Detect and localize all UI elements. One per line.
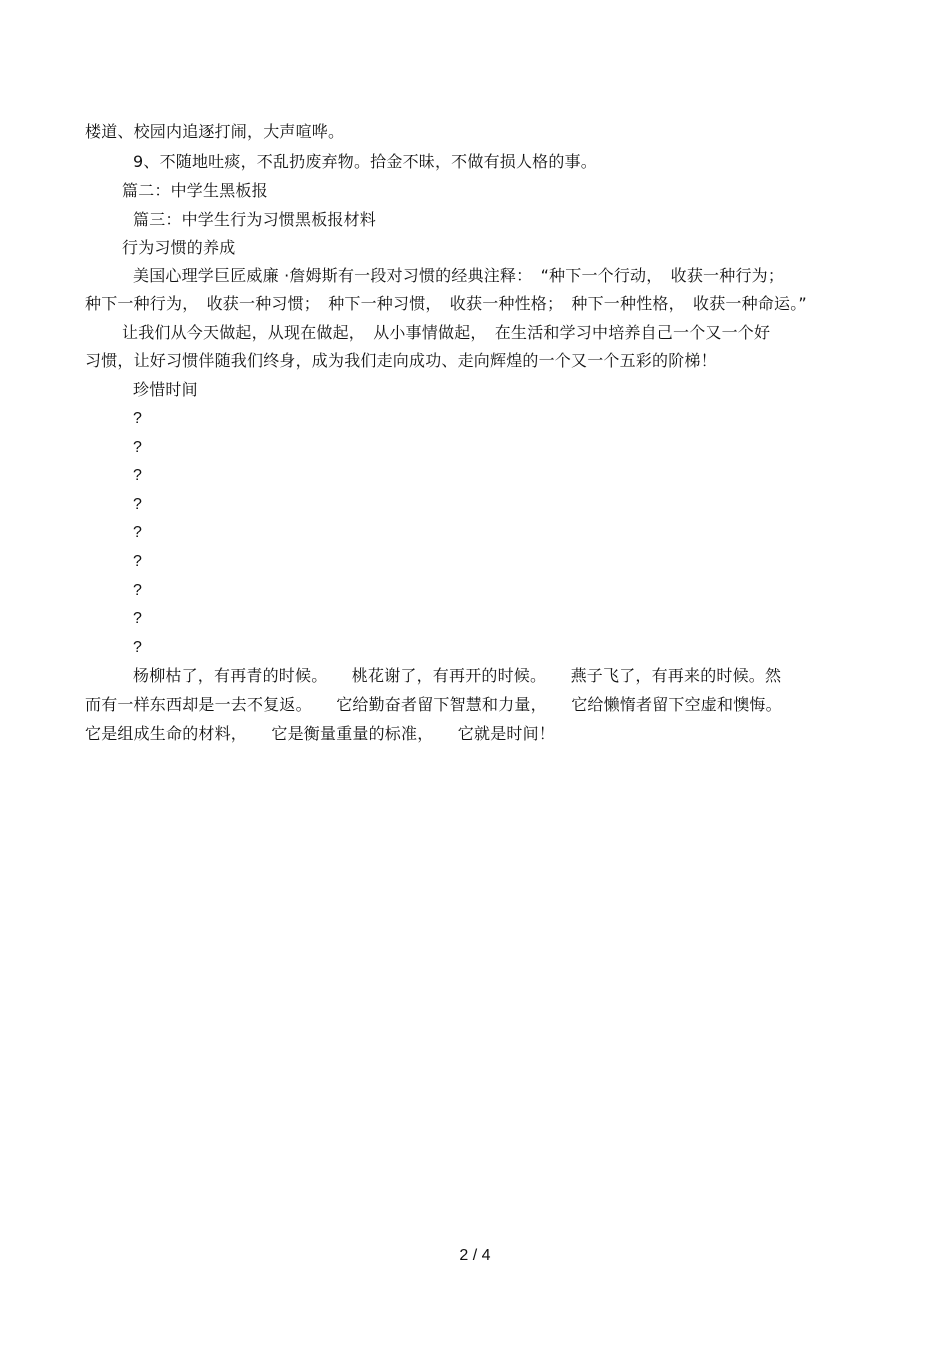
placeholder-mark: ? <box>133 582 142 599</box>
section-heading: 珍惜时间 <box>133 380 198 399</box>
placeholder-mark: ? <box>133 439 142 456</box>
text-line: 篇三：中学生行为习惯黑板报材料 <box>133 210 377 229</box>
placeholder-mark: ? <box>133 639 142 656</box>
text-line: 种下一种行为， 收获一种习惯； 种下一种习惯， 收获一种性格； 种下一种性格， 收获一种命运。” <box>85 294 807 313</box>
text-line: 杨柳枯了，有再青的时候。 桃花谢了，有再开的时候。 燕子飞了，有再来的时候。然 <box>133 666 782 685</box>
section-heading: 行为习惯的养成 <box>122 238 236 257</box>
page-number: 2 / 4 <box>459 1247 491 1264</box>
text-line: 美国心理学巨匠威廉 ·詹姆斯有一段对习惯的经典注释： “种下一个行动， 收获一种行为； <box>133 266 785 285</box>
placeholder-mark: ? <box>133 496 142 513</box>
placeholder-mark: ? <box>133 553 142 570</box>
placeholder-mark: ? <box>133 467 142 484</box>
placeholder-mark: ? <box>133 410 142 427</box>
placeholder-mark: ? <box>133 610 142 627</box>
text-line: 篇二：中学生黑板报 <box>122 181 268 200</box>
text-line: 9、不随地吐痰，不乱扔废弃物。拾金不昧，不做有损人格的事。 <box>133 152 597 171</box>
text-line: 习惯，让好习惯伴随我们终身，成为我们走向成功、走向辉煌的一个又一个五彩的阶梯！ <box>85 351 717 370</box>
text-line: 让我们从今天做起，从现在做起， 从小事情做起， 在生活和学习中培养自己一个又一个好 <box>122 323 771 342</box>
text-line: 楼道、校园内追逐打闹，大声喧哗。 <box>85 122 345 141</box>
text-line: 它是组成生命的材料， 它是衡量重量的标准， 它就是时间！ <box>85 724 556 743</box>
placeholder-mark: ? <box>133 524 142 541</box>
text-line: 而有一样东西却是一去不复返。 它给勤奋者留下智慧和力量， 它给懒惰者留下空虚和懊悔。 <box>85 695 782 714</box>
